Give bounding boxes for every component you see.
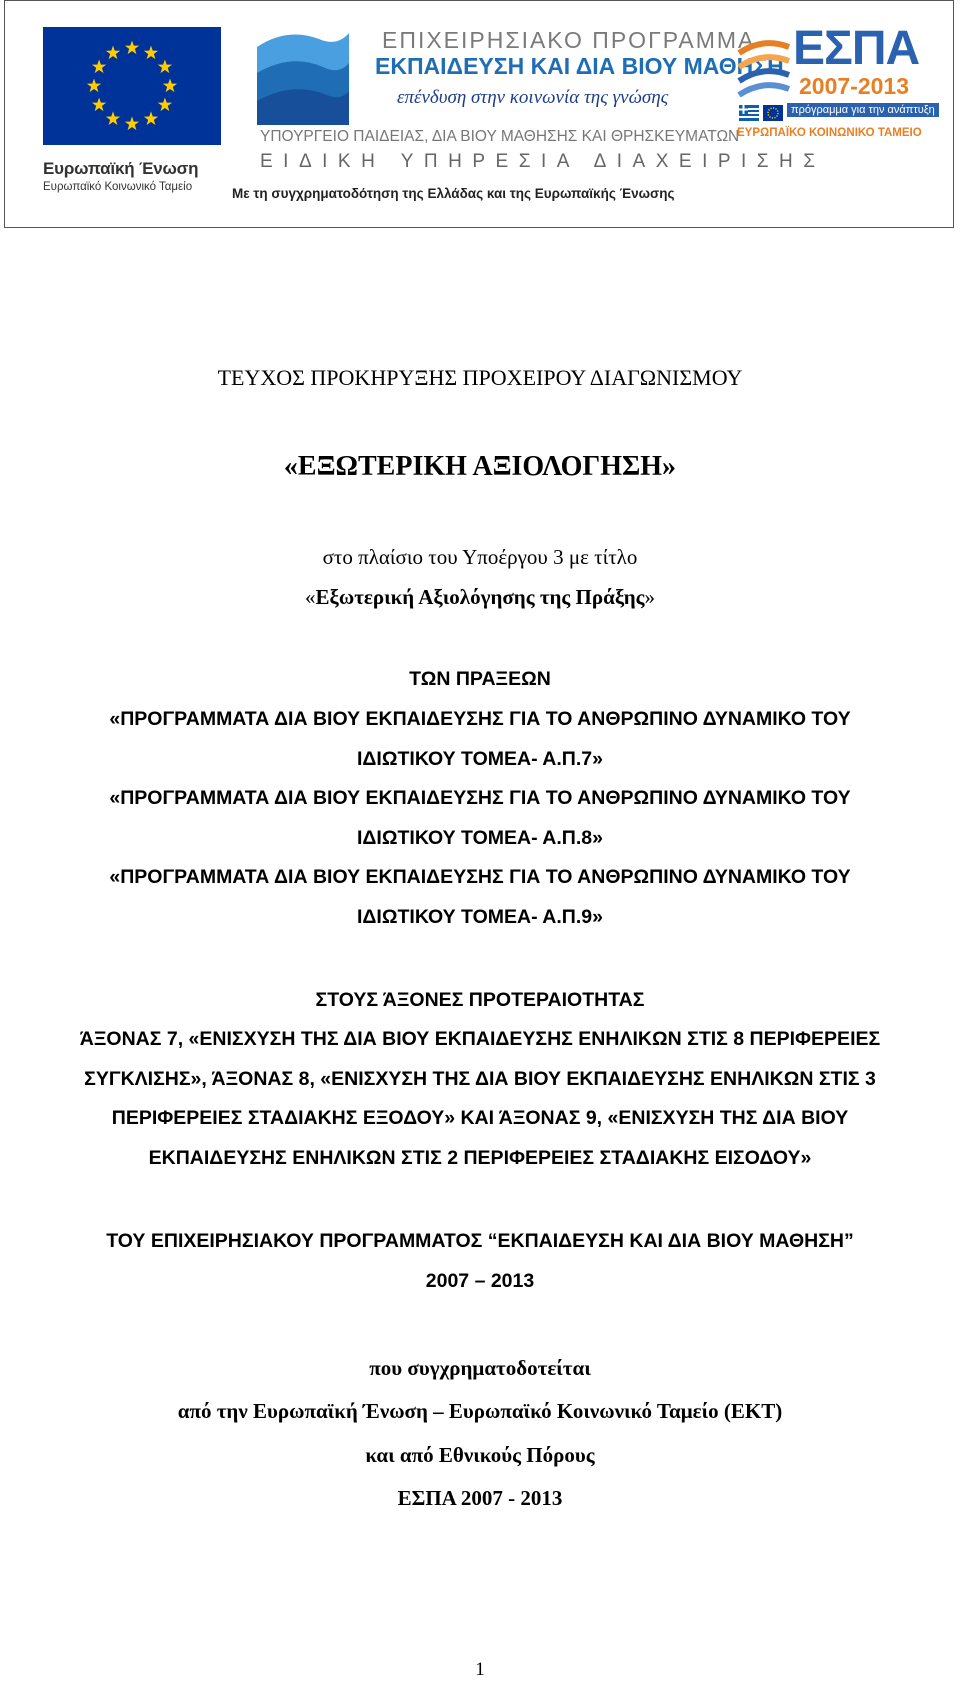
wave-logo-icon (257, 25, 349, 125)
page-number: 1 (475, 1659, 485, 1680)
subproject-quote-open: « (304, 585, 316, 609)
operational-programme-logo (232, 25, 826, 215)
cofunding-statement: Με τη συγχρηματοδότηση της Ελλάδας και της Ευρωπαϊκής Ένωσης (232, 186, 675, 201)
actions-heading: ΤΩΝ ΠΡΑΞΕΩΝ (409, 668, 551, 690)
eu-fund-name: Ευρωπαϊκό Κοινωνικό Ταμείο (43, 181, 193, 193)
logo-header (4, 0, 954, 228)
greek-eu-flags-icon (739, 105, 783, 121)
espa-fund-name: ΕΥΡΩΠΑΪΚΟ ΚΟΙΝΩΝΙΚΟ ΤΑΜΕΙΟ (737, 127, 922, 139)
action-line: «ΠΡΟΓΡΑΜΜΑΤΑ ΔΙΑ ΒΙΟΥ ΕΚΠΑΙΔΕΥΣΗΣ ΓΙΑ ΤΟ ΑΝΘΡΩΠΙΝΟ ΔΥΝΑΜΙΚΟ ΤΟΥ (109, 708, 851, 730)
eu-logo (43, 27, 223, 193)
subproject-title: Εξωτερική Αξιολόγησης της Πράξης (315, 585, 645, 609)
funding-line: ΕΣΠΑ 2007 - 2013 (397, 1486, 563, 1510)
action-line: ΙΔΙΩΤΙΚΟΥ ΤΟΜΕΑ- Α.Π.7» (357, 748, 603, 770)
action-line: ΙΔΙΩΤΙΚΟΥ ΤΟΜΕΑ- Α.Π.9» (357, 906, 603, 928)
funding-line: και από Εθνικούς Πόρους (365, 1443, 595, 1467)
axes-line: ΠΕΡΙΦΕΡΕΙΕΣ ΣΤΑΔΙΑΚΗΣ ΕΞΟΔΟΥ» ΚΑΙ ΆΞΟΝΑΣ 9, «ΕΝΙΣΧΥΣΗ ΤΗΣ ΔΙΑ ΒΙΟΥ (111, 1107, 849, 1129)
action-line: ΙΔΙΩΤΙΚΟΥ ΤΟΜΕΑ- Α.Π.8» (357, 827, 603, 849)
managing-service-name: ΕΙΔΙΚΗ ΥΠΗΡΕΣΙΑ ΔΙΑΧΕΙΡΙΣΗΣ (260, 151, 826, 172)
axes-line: ΕΚΠΑΙΔΕΥΣΗΣ ΕΝΗΛΙΚΩΝ ΣΤΙΣ 2 ΠΕΡΙΦΕΡΕΙΕΣ ΣΤΑΔΙΑΚΗΣ ΕΙΣΟΔΟΥ» (148, 1147, 812, 1169)
document-title: «ΕΞΩΤΕΡΙΚΗ ΑΞΙΟΛΟΓΗΣΗ» (283, 451, 677, 482)
axes-heading: ΣΤΟΥΣ ΆΞΟΝΕΣ ΠΡΟΤΕΡΑΙΟΤΗΤΑΣ (315, 989, 645, 1011)
espa-slogan: πρόγραμμα για την ανάπτυξη (787, 103, 939, 117)
action-line: «ΠΡΟΓΡΑΜΜΑΤΑ ΔΙΑ ΒΙΟΥ ΕΚΠΑΙΔΕΥΣΗΣ ΓΙΑ ΤΟ ΑΝΘΡΩΠΙΝΟ ΔΥΝΑΜΙΚΟ ΤΟΥ (109, 787, 851, 809)
ministry-name: ΥΠΟΥΡΓΕΙΟ ΠΑΙΔΕΙΑΣ, ΔΙΑ ΒΙΟΥ ΜΑΘΗΣΗΣ ΚΑΙ ΘΡΗΣΚΕΥΜΑΤΩΝ (260, 128, 740, 145)
subproject-line (0, 587, 960, 608)
subproject-quote-close: » (644, 585, 656, 609)
espa-name: ΕΣΠΑ (793, 22, 920, 75)
document-type: ΤΕΥΧΟΣ ΠΡΟΚΗΡΥΞΗΣ ΠΡΟΧΕΙΡΟΥ ΔΙΑΓΩΝΙΣΜΟΥ (217, 365, 743, 390)
funding-line: που συγχρηματοδοτείται (369, 1356, 591, 1380)
op-tagline: επένδυση στην κοινωνία της γνώσης (397, 87, 669, 108)
op-title-line-2: ΕΚΠΑΙΔΕΥΣΗ ΚΑΙ ΔΙΑ ΒΙΟΥ ΜΑΘΗΣΗ (375, 53, 784, 79)
context-line: στο πλαίσιο του Υποέργου 3 με τίτλο (322, 545, 638, 569)
axes-line: ΣΥΓΚΛΙΣΗΣ», ΆΞΟΝΑΣ 8, «ΕΝΙΣΧΥΣΗ ΤΗΣ ΔΙΑ ΒΙΟΥ ΕΚΠΑΙΔΕΥΣΗΣ ΕΝΗΛΙΚΩΝ ΣΤΙΣ 3 (84, 1068, 876, 1090)
espa-stripes-icon (737, 37, 791, 97)
espa-logo (735, 23, 943, 153)
programme-years: 2007 – 2013 (425, 1270, 535, 1292)
op-title-line-1: ΕΠΙΧΕΙΡΗΣΙΑΚΟ ΠΡΟΓΡΑΜΜΑ (382, 27, 756, 53)
programme-line: ΤΟΥ ΕΠΙΧΕΙΡΗΣΙΑΚΟΥ ΠΡΟΓΡΑΜΜΑΤΟΣ “ΕΚΠΑΙΔΕΥΣΗ ΚΑΙ ΔΙΑ ΒΙΟΥ ΜΑΘΗΣΗ” (106, 1230, 854, 1252)
espa-years: 2007-2013 (799, 73, 909, 99)
eu-name: Ευρωπαϊκή Ένωση (43, 159, 199, 178)
axes-line: ΆΞΟΝΑΣ 7, «ΕΝΙΣΧΥΣΗ ΤΗΣ ΔΙΑ ΒΙΟΥ ΕΚΠΑΙΔΕΥΣΗΣ ΕΝΗΛΙΚΩΝ ΣΤΙΣ 8 ΠΕΡΙΦΕΡΕΙΕΣ (79, 1028, 881, 1050)
action-line: «ΠΡΟΓΡΑΜΜΑΤΑ ΔΙΑ ΒΙΟΥ ΕΚΠΑΙΔΕΥΣΗΣ ΓΙΑ ΤΟ ΑΝΘΡΩΠΙΝΟ ΔΥΝΑΜΙΚΟ ΤΟΥ (109, 866, 851, 888)
funding-line: από την Ευρωπαϊκή Ένωση – Ευρωπαϊκό Κοινωνικό Ταμείο (ΕΚΤ) (177, 1399, 783, 1423)
eu-flag-icon (43, 27, 221, 145)
